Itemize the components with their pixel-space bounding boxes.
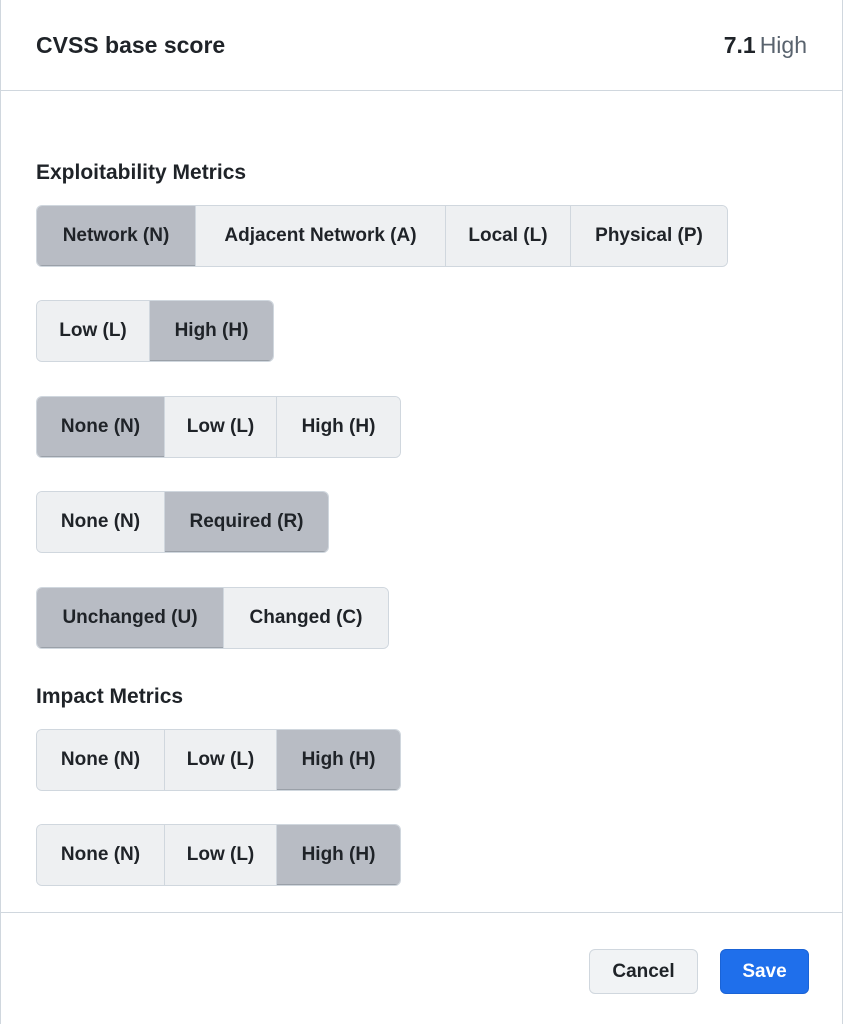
user-interaction-control: [36, 491, 329, 553]
impact-metrics-title: Impact Metrics: [36, 685, 184, 708]
confidentiality-low-button[interactable]: Low (L): [165, 730, 277, 790]
privileges-none-button[interactable]: None (N): [37, 397, 165, 457]
save-button[interactable]: Save: [720, 949, 809, 994]
scope-unchanged-button[interactable]: Unchanged (U): [37, 588, 224, 648]
dialog-header: [1, 0, 842, 91]
attack-vector-local-button[interactable]: Local (L): [446, 206, 571, 266]
attack-vector-adjacent-button[interactable]: Adjacent Network (A): [196, 206, 446, 266]
exploitability-metrics-title: Exploitability Metrics: [36, 161, 247, 184]
scope-changed-button[interactable]: Changed (C): [224, 588, 388, 648]
attack-vector-control: [36, 205, 728, 267]
attack-complexity-low-button[interactable]: Low (L): [37, 301, 150, 361]
integrity-control: [36, 824, 401, 886]
score-severity: High: [759, 31, 807, 58]
score-display: [724, 32, 807, 59]
attack-complexity-control: [36, 300, 274, 362]
confidentiality-high-button[interactable]: High (H): [277, 730, 400, 790]
attack-vector-physical-button[interactable]: Physical (P): [571, 206, 727, 266]
dialog-body: [1, 91, 842, 912]
score-value: 7.1: [723, 31, 756, 58]
cancel-button[interactable]: Cancel: [589, 949, 698, 994]
attack-complexity-high-button[interactable]: High (H): [150, 301, 273, 361]
confidentiality-none-button[interactable]: None (N): [37, 730, 165, 790]
confidentiality-control: [36, 729, 401, 791]
dialog-footer: [1, 912, 842, 1024]
attack-vector-network-button[interactable]: Network (N): [37, 206, 196, 266]
user-interaction-none-button[interactable]: None (N): [37, 492, 165, 552]
scope-control: [36, 587, 389, 649]
integrity-high-button[interactable]: High (H): [277, 825, 400, 885]
dialog-title: CVSS base score: [36, 31, 226, 58]
user-interaction-required-button[interactable]: Required (R): [165, 492, 328, 552]
privileges-required-control: [36, 396, 401, 458]
privileges-high-button[interactable]: High (H): [277, 397, 400, 457]
integrity-none-button[interactable]: None (N): [37, 825, 165, 885]
integrity-low-button[interactable]: Low (L): [165, 825, 277, 885]
privileges-low-button[interactable]: Low (L): [165, 397, 277, 457]
